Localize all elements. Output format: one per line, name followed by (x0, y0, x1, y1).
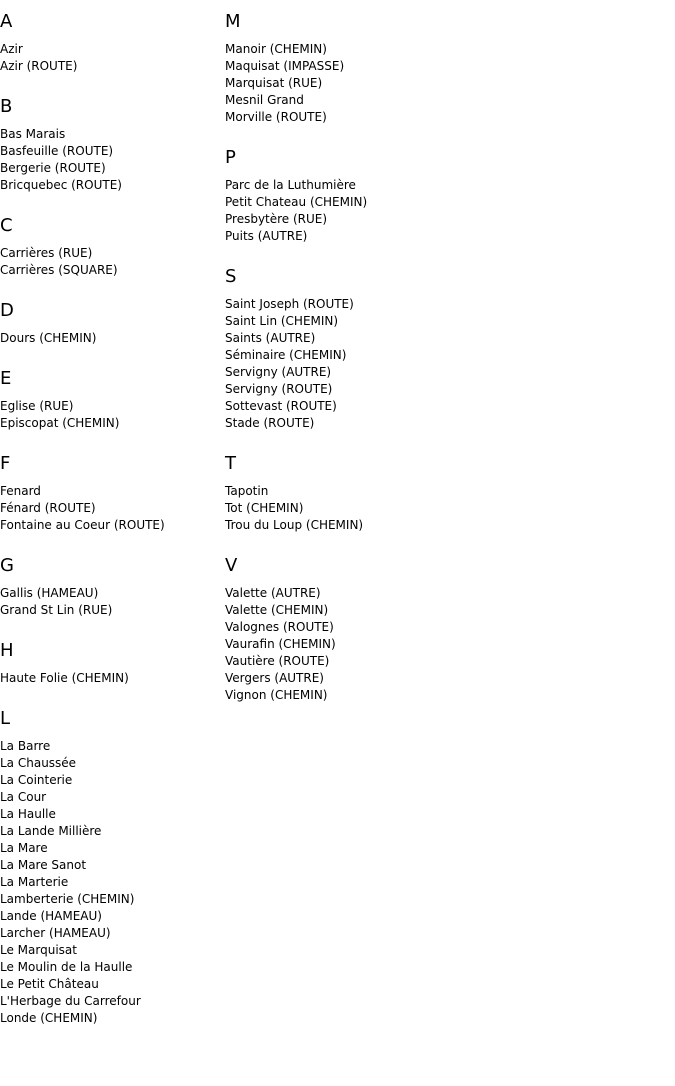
street-list (225, 177, 525, 245)
street-link[interactable]: Vautière (ROUTE) (225, 654, 330, 668)
letter-group (0, 300, 225, 347)
street-list (0, 585, 225, 619)
letter-group (225, 555, 525, 704)
street-link[interactable]: Le Marquisat (0, 943, 77, 957)
letter-heading: A (0, 11, 13, 32)
letter-group (225, 266, 525, 432)
letter-heading: D (0, 300, 14, 321)
street-link[interactable]: La Lande Millière (0, 824, 102, 838)
street-link[interactable]: Marquisat (RUE) (225, 76, 323, 90)
street-link[interactable]: Puits (AUTRE) (225, 229, 308, 243)
letter-group (0, 215, 225, 279)
street-list (0, 330, 225, 347)
street-link[interactable]: L'Herbage du Carrefour (0, 994, 141, 1008)
street-list (0, 245, 225, 279)
street-list (0, 398, 225, 432)
street-link[interactable]: La Marterie (0, 875, 69, 889)
street-link[interactable]: La Mare (0, 841, 48, 855)
letter-group (0, 368, 225, 432)
street-link[interactable]: Petit Chateau (CHEMIN) (225, 195, 368, 209)
street-list (0, 41, 225, 75)
street-link[interactable]: Tapotin (225, 484, 269, 498)
street-link[interactable]: Grand St Lin (RUE) (0, 603, 113, 617)
street-link[interactable]: La Chaussée (0, 756, 77, 770)
street-link[interactable]: Vergers (AUTRE) (225, 671, 324, 685)
street-link[interactable]: Episcopat (CHEMIN) (0, 416, 120, 430)
street-link[interactable]: Larcher (HAMEAU) (0, 926, 111, 940)
street-list (0, 738, 225, 1027)
letter-heading: L (0, 708, 11, 729)
street-link[interactable]: La Cour (0, 790, 47, 804)
street-link[interactable]: Le Moulin de la Haulle (0, 960, 133, 974)
street-link[interactable]: Carrières (SQUARE) (0, 263, 118, 277)
letter-heading: S (225, 266, 237, 287)
letter-heading: T (225, 453, 236, 474)
street-link[interactable]: Le Petit Château (0, 977, 99, 991)
street-link[interactable]: Dours (CHEMIN) (0, 331, 97, 345)
street-link[interactable]: Lamberterie (CHEMIN) (0, 892, 135, 906)
street-link[interactable]: Vaurafin (CHEMIN) (225, 637, 336, 651)
street-link[interactable]: Manoir (CHEMIN) (225, 42, 327, 56)
street-link[interactable]: Gallis (HAMEAU) (0, 586, 99, 600)
street-list (0, 483, 225, 534)
street-list (0, 670, 225, 687)
letter-group (225, 453, 525, 534)
street-link[interactable]: Servigny (AUTRE) (225, 365, 332, 379)
street-list (225, 483, 525, 534)
street-index-column-right (225, 0, 525, 704)
letter-group (0, 555, 225, 619)
letter-group (0, 96, 225, 194)
street-link[interactable]: La Haulle (0, 807, 56, 821)
street-link[interactable]: Carrières (RUE) (0, 246, 93, 260)
letter-heading: M (225, 11, 241, 32)
street-link[interactable]: Parc de la Luthumière (225, 178, 356, 192)
street-link[interactable]: La Mare Sanot (0, 858, 87, 872)
letter-group (0, 11, 225, 75)
street-link[interactable]: La Barre (0, 739, 51, 753)
street-index-column-left (0, 0, 225, 1027)
street-link[interactable]: Fénard (ROUTE) (0, 501, 96, 515)
letter-heading: F (0, 453, 11, 474)
street-list (0, 126, 225, 194)
street-link[interactable]: Basfeuille (ROUTE) (0, 144, 114, 158)
street-link[interactable]: Londe (CHEMIN) (0, 1011, 98, 1025)
street-link[interactable]: Stade (ROUTE) (225, 416, 315, 430)
street-link[interactable]: Fontaine au Coeur (ROUTE) (0, 518, 165, 532)
street-link[interactable]: Bergerie (ROUTE) (0, 161, 106, 175)
street-link[interactable]: Maquisat (IMPASSE) (225, 59, 345, 73)
letter-heading: H (0, 640, 14, 661)
letter-heading: C (0, 215, 13, 236)
street-link[interactable]: Sottevast (ROUTE) (225, 399, 337, 413)
street-link[interactable]: Presbytère (RUE) (225, 212, 328, 226)
street-link[interactable]: Tot (CHEMIN) (225, 501, 304, 515)
letter-heading: P (225, 147, 236, 168)
letter-group (0, 708, 225, 1027)
street-link[interactable]: Saint Lin (CHEMIN) (225, 314, 339, 328)
letter-group (225, 11, 525, 126)
street-link[interactable]: Azir (ROUTE) (0, 59, 78, 73)
street-link[interactable]: Valognes (ROUTE) (225, 620, 334, 634)
letter-group (0, 453, 225, 534)
street-link[interactable]: Lande (HAMEAU) (0, 909, 102, 923)
letter-heading: G (0, 555, 14, 576)
letter-group (0, 640, 225, 687)
letter-group (225, 147, 525, 245)
street-list (225, 585, 525, 704)
street-link[interactable]: Vignon (CHEMIN) (225, 688, 328, 702)
street-link[interactable]: Mesnil Grand (225, 93, 304, 107)
street-link[interactable]: Haute Folie (CHEMIN) (0, 671, 129, 685)
street-link[interactable]: Azir (0, 42, 23, 56)
street-link[interactable]: Saints (AUTRE) (225, 331, 316, 345)
street-list (225, 41, 525, 126)
street-link[interactable]: Morville (ROUTE) (225, 110, 327, 124)
street-link[interactable]: Fenard (0, 484, 41, 498)
street-link[interactable]: Séminaire (CHEMIN) (225, 348, 347, 362)
street-link[interactable]: Valette (CHEMIN) (225, 603, 329, 617)
letter-heading: V (225, 555, 238, 576)
street-link[interactable]: La Cointerie (0, 773, 73, 787)
street-link[interactable]: Saint Joseph (ROUTE) (225, 297, 354, 311)
letter-heading: B (0, 96, 13, 117)
street-link[interactable]: Servigny (ROUTE) (225, 382, 333, 396)
street-link[interactable]: Eglise (RUE) (0, 399, 74, 413)
letter-heading: E (0, 368, 12, 389)
street-link[interactable]: Bas Marais (0, 127, 66, 141)
street-link[interactable]: Bricquebec (ROUTE) (0, 178, 122, 192)
street-link[interactable]: Valette (AUTRE) (225, 586, 321, 600)
street-link[interactable]: Trou du Loup (CHEMIN) (225, 518, 364, 532)
street-list (225, 296, 525, 432)
